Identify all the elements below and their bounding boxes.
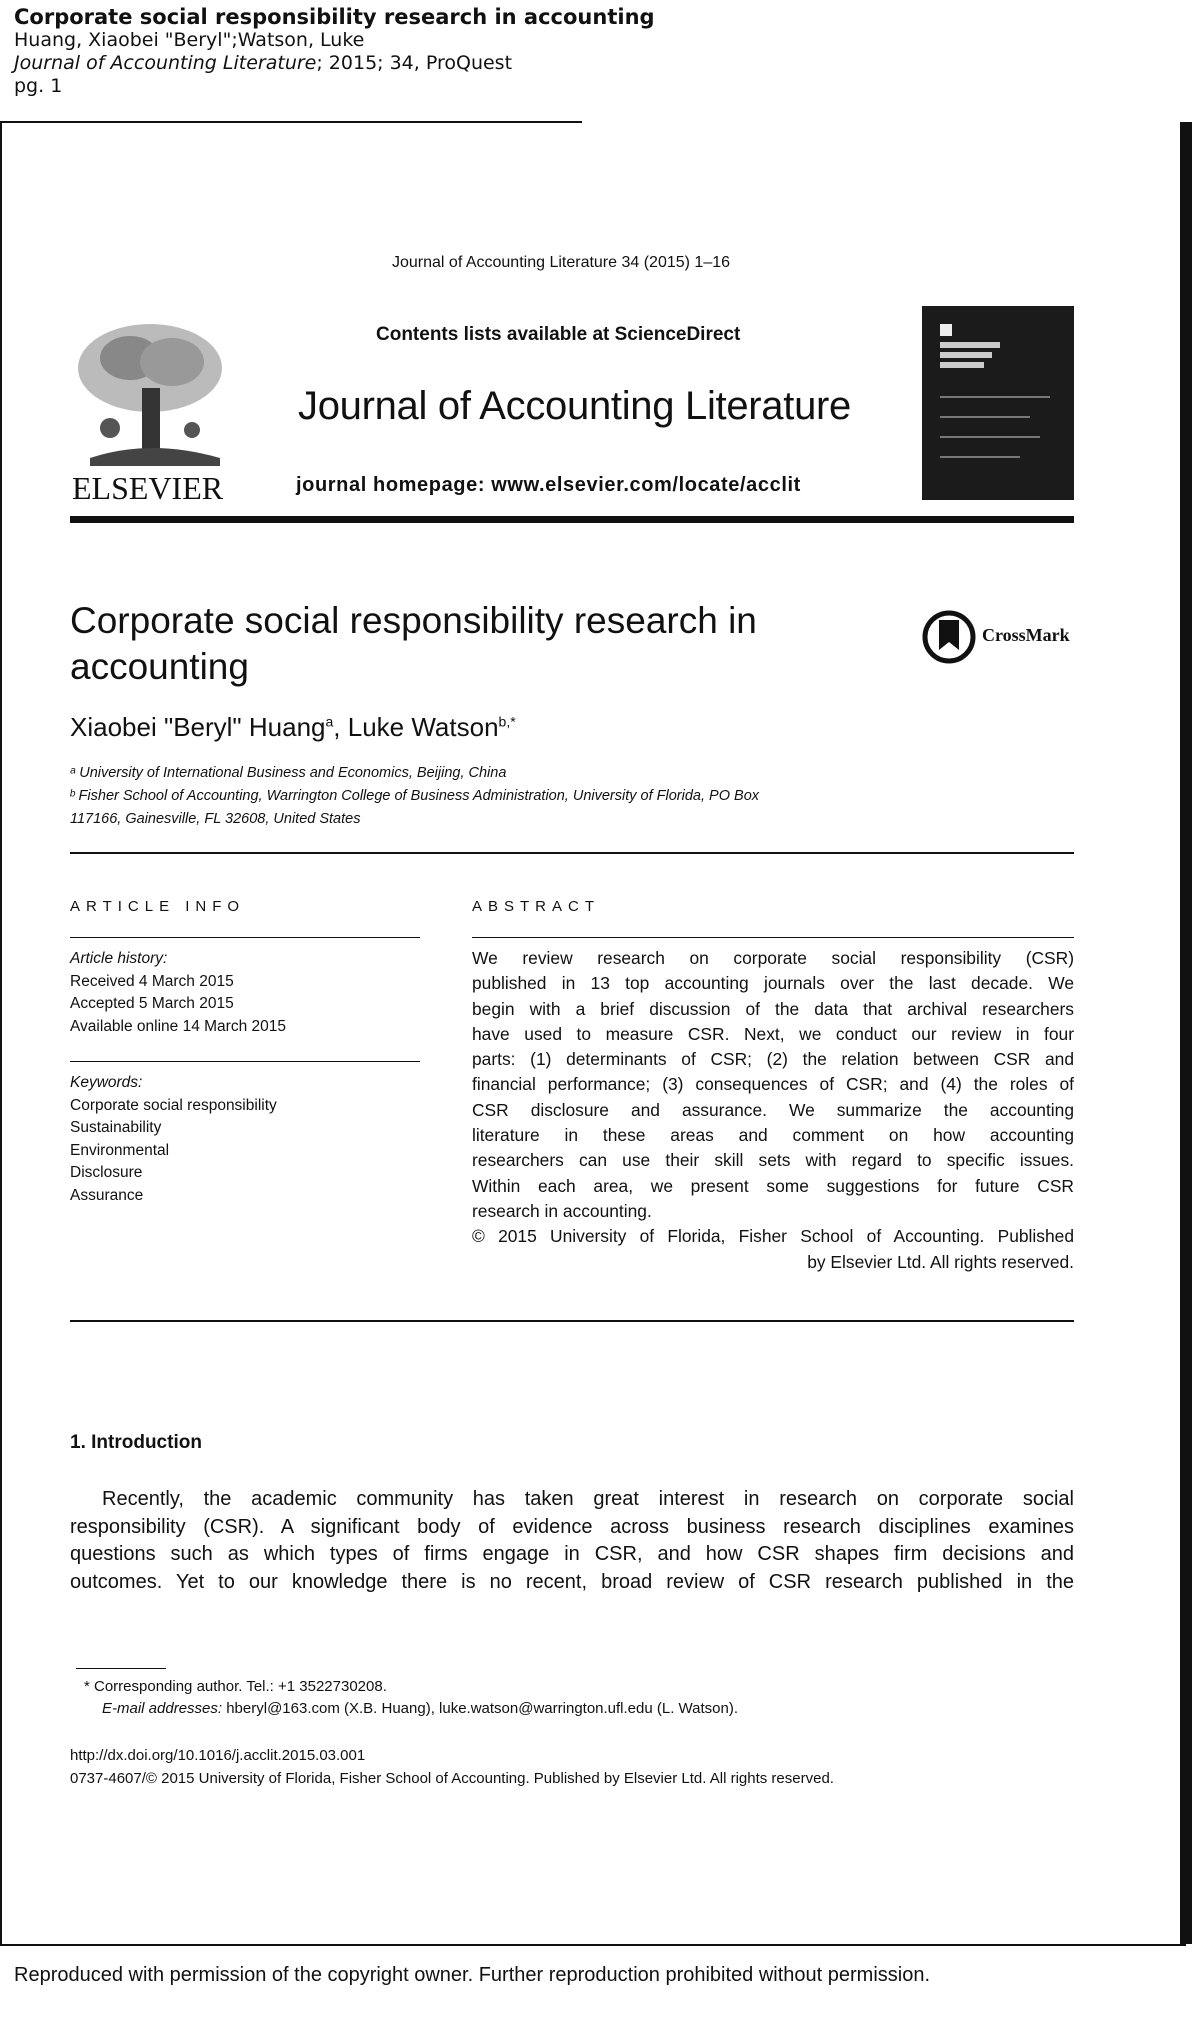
author-huang-affil: a xyxy=(325,713,334,730)
keyword-item: Disclosure xyxy=(70,1164,143,1181)
abstract-line: parts: (1) determinants of CSR; (2) the relation between CSR and xyxy=(472,1049,1074,1070)
footnote-corresponding: * Corresponding author. Tel.: +1 3522730208. xyxy=(84,1678,387,1695)
article-history xyxy=(70,948,286,1038)
abstract-body xyxy=(472,946,1074,1275)
abstract-rule xyxy=(472,937,1074,938)
affiliation-divider xyxy=(70,852,1074,854)
page-shadow xyxy=(1180,122,1192,1944)
article-title xyxy=(70,598,757,690)
history-label: Article history: xyxy=(70,950,168,967)
footnote-rule xyxy=(76,1668,166,1669)
affiliation-b-line1: ᵇ Fisher School of Accounting, Warrington College of Business Administration, University of Florida, PO Box xyxy=(70,788,760,804)
article-info-rule xyxy=(70,937,420,938)
abstract-divider xyxy=(70,1320,1074,1322)
journal-homepage: journal homepage: www.elsevier.com/locate/acclit xyxy=(296,474,801,496)
abstract-line: have used to measure CSR. Next, we conduct our review in four xyxy=(472,1023,1074,1044)
history-online: Available online 14 March 2015 xyxy=(70,1017,287,1035)
keywords-rule xyxy=(70,1061,420,1062)
abstract-line: We review research on corporate social responsibility (CSR) xyxy=(472,948,1074,968)
header-meta xyxy=(14,6,655,98)
contents-line: Contents lists available at ScienceDirect xyxy=(376,324,741,345)
crossmark-badge[interactable] xyxy=(922,610,1076,664)
journal-name: Journal of Accounting Literature xyxy=(298,384,851,428)
crossmark-icon xyxy=(922,610,976,664)
author-separator: , xyxy=(333,712,348,742)
keywords-label: Keywords: xyxy=(70,1074,143,1091)
keyword-item: Assurance xyxy=(70,1186,144,1204)
article-title-line1: Corporate social responsibility research in xyxy=(70,600,757,641)
reproduction-notice: Reproduced with permission of the copyright owner. Further reproduction prohibited without permission. xyxy=(14,1964,931,1986)
introduction-heading: 1. Introduction xyxy=(70,1432,202,1453)
abstract-heading: ABSTRACT xyxy=(472,898,601,915)
abstract-line: begin with a brief discussion of the data that archival researchers xyxy=(472,998,1074,1019)
author-watson: Luke Watson xyxy=(347,712,499,742)
journal-cover-image xyxy=(922,306,1074,500)
article-title-line2: accounting xyxy=(70,646,249,687)
keyword-item: Sustainability xyxy=(70,1119,162,1136)
crossmark-label: CrossMark xyxy=(982,625,1070,645)
footnote-email-label: E-mail addresses: xyxy=(102,1700,223,1717)
introduction-line: questions such as which types of firms engage in CSR, and how CSR shapes firm decisions and xyxy=(70,1543,1074,1566)
elsevier-tree-logo xyxy=(70,318,230,468)
article-info-heading: ARTICLE INFO xyxy=(70,898,246,915)
author-watson-affil: b,* xyxy=(498,713,516,730)
abstract-line: CSR disclosure and assurance. We summarize the accounting xyxy=(472,1099,1074,1120)
footnote-emails: hberyl@163.com (X.B. Huang), luke.watson@warrington.ufl.edu (L. Watson). xyxy=(222,1700,739,1717)
header-thick-rule xyxy=(70,516,1074,523)
introduction-body xyxy=(70,1486,1074,1596)
abstract-last-line: research in accounting. xyxy=(472,1200,652,1221)
history-received: Received 4 March 2015 xyxy=(70,972,234,990)
author-line xyxy=(70,712,516,743)
meta-journal: Journal of Accounting Literature xyxy=(14,52,317,74)
footnote xyxy=(84,1676,738,1720)
introduction-line: responsibility (CSR). A significant body of evidence across business research disciplines examines xyxy=(70,1515,1074,1538)
author-huang: Xiaobei "Beryl" Huang xyxy=(70,712,326,742)
meta-page: pg. 1 xyxy=(14,75,63,97)
footnote-emails-line xyxy=(84,1698,738,1720)
keyword-item: Environmental xyxy=(70,1141,170,1159)
abstract-line: researchers can use their skill sets with regard to specific issues. xyxy=(472,1150,1074,1171)
introduction-line: Recently, the academic community has taken great interest in research on corporate social xyxy=(102,1488,1074,1510)
meta-title: Corporate social responsibility research in accounting xyxy=(14,5,655,29)
abstract-copyright-line2: by Elsevier Ltd. All rights reserved. xyxy=(807,1251,1074,1272)
history-accepted: Accepted 5 March 2015 xyxy=(70,995,234,1012)
affiliation-b-line2: 117166, Gainesville, FL 32608, United States xyxy=(70,811,361,827)
doi-block xyxy=(70,1744,834,1790)
abstract-line: published in 13 top accounting journals over the last decade. We xyxy=(472,973,1074,994)
abstract-copyright-line1: © 2015 University of Florida, Fisher School of Accounting. Published xyxy=(472,1226,1074,1247)
elsevier-wordmark: ELSEVIER xyxy=(72,470,224,506)
journal-citation: Journal of Accounting Literature 34 (2015) 1–16 xyxy=(392,254,731,271)
keyword-item: Corporate social responsibility xyxy=(70,1096,277,1114)
doi-link[interactable]: http://dx.doi.org/10.1016/j.acclit.2015.03.001 xyxy=(70,1747,366,1764)
introduction-line: outcomes. Yet to our knowledge there is no recent, broad review of CSR research published in the xyxy=(70,1570,1074,1593)
meta-journal-line xyxy=(14,52,655,75)
abstract-line: financial performance; (3) consequences of CSR; and (4) the roles of xyxy=(472,1074,1074,1095)
abstract-line: literature in these areas and comment on how accounting xyxy=(472,1125,1074,1146)
affiliation-a: ᵃ University of International Business and Economics, Beijing, China xyxy=(70,765,507,781)
meta-journal-rest: ; 2015; 34, ProQuest xyxy=(316,52,513,74)
affiliations xyxy=(70,762,759,831)
abstract-line: Within each area, we present some suggestions for future CSR xyxy=(472,1175,1074,1196)
keywords-block xyxy=(70,1072,277,1207)
meta-authors: Huang, Xiaobei "Beryl";Watson, Luke xyxy=(14,29,365,51)
issn-line: 0737-4607/© 2015 University of Florida, Fisher School of Accounting. Published by Elsevier Ltd. All rights reserved. xyxy=(70,1770,834,1787)
